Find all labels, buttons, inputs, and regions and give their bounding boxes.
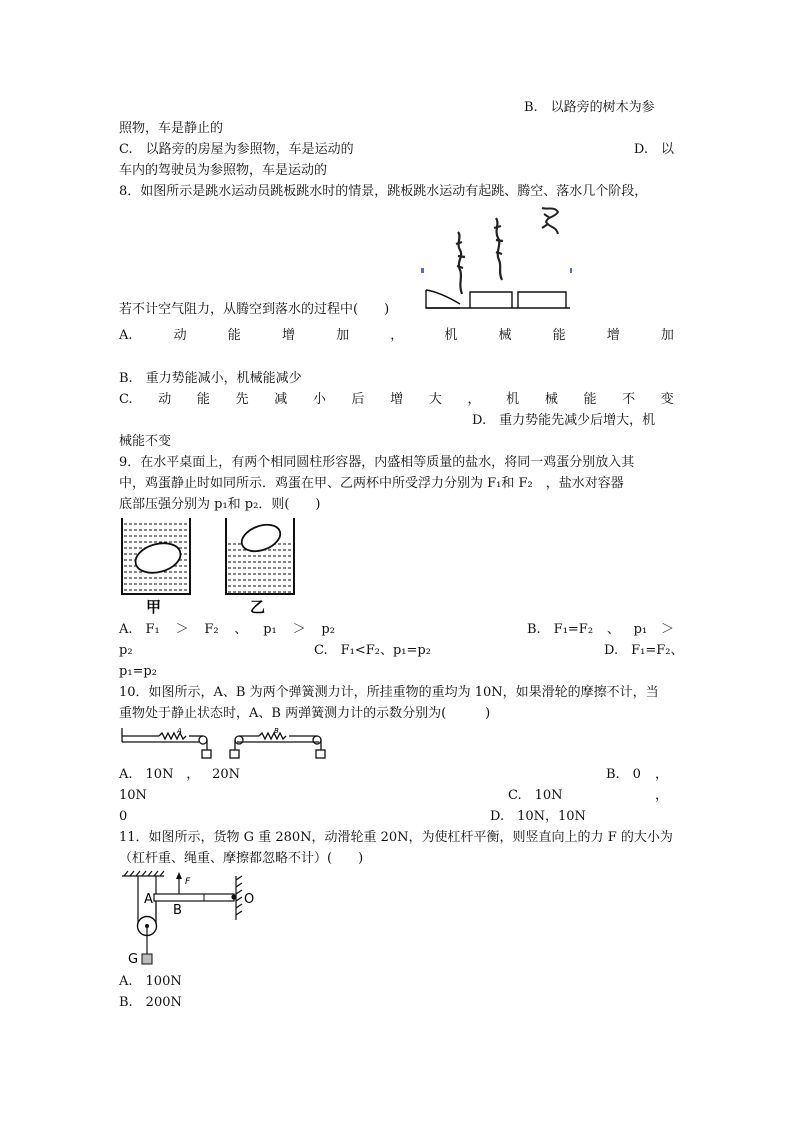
label-b: B	[274, 727, 279, 735]
setup-b	[230, 733, 325, 758]
q9-stem-line1: 9．在水平桌面上，有两个相同圆柱形容器，内盛相等质量的盐水，将同一鸡蛋分别放入其	[119, 455, 635, 470]
q11-stem-line1: 11．如图所示，货物 G 重 280N，动滑轮重 20N，为使杠杆平衡，则竖直向上的力 F 的大小为	[119, 830, 673, 845]
q8-a-char: 能	[227, 328, 241, 343]
q8-a-char: 加	[660, 328, 674, 343]
springboard	[426, 290, 570, 308]
q8-option-b: B. 重力势能减小，机械能减少	[119, 371, 302, 386]
weight-b-left	[230, 750, 239, 758]
q9-a-part: 、	[234, 622, 248, 637]
q9-a-part: A. F₁	[119, 622, 160, 637]
q8-a-char: 增	[606, 328, 620, 343]
q8-c-char: C.	[119, 392, 133, 407]
q11-stem-line2: （杠杆重、绳重、摩擦都忽略不计）( )	[119, 851, 364, 866]
q10-option-c	[508, 787, 668, 805]
force-arrowhead	[176, 872, 182, 879]
q9-option-a	[119, 621, 335, 639]
q10-stem-line1: 10．如图所示，A、B 为两个弹簧测力计，所挂重物的重均为 10N，如果滑轮的摩擦不计，当	[119, 685, 659, 700]
label-b: B	[173, 903, 182, 918]
q8-c-char: 械	[544, 392, 558, 407]
q8-c-char: 动	[158, 392, 172, 407]
q8-a-char: 动	[173, 328, 187, 343]
q9-a-part: p₁	[263, 622, 277, 637]
label-a: A	[144, 892, 153, 907]
q7-option-d-head: D. 以	[633, 142, 674, 157]
q9-stem-line3: 底部压强分别为 p₁和 p₂．则( )	[119, 497, 321, 512]
q9-containers-figure	[118, 516, 308, 616]
q9-option-b-tail: p₂	[119, 643, 133, 658]
q9-b-part: p₁	[633, 622, 648, 637]
q9-option-c: C. F₁<F₂、p₁=p₂	[314, 643, 431, 658]
q8-a-char: A.	[119, 328, 133, 343]
q10-b-part: B. 0	[606, 767, 641, 782]
q8-option-c	[119, 391, 674, 409]
q8-c-char: 机	[506, 392, 520, 407]
egg-yi	[238, 520, 284, 556]
q7-options-cd-row	[119, 141, 674, 159]
q7-option-c: C. 以路旁的房屋为参照物，车是运动的	[119, 142, 354, 157]
diver-figure-2	[494, 218, 503, 280]
diver-figure-1	[456, 232, 465, 294]
q11-lever-figure	[118, 870, 268, 970]
q9-b-part: 、	[606, 622, 620, 637]
wall	[236, 876, 242, 920]
weight-g	[142, 954, 152, 964]
q8-c-char: 减	[274, 392, 288, 407]
q9-a-part: ＞	[292, 622, 306, 637]
q7-option-b-tail: 照物，车是静止的	[119, 121, 224, 136]
figure-edge-mark-left	[421, 268, 424, 273]
q8-c-char: ，	[467, 392, 481, 407]
q9-a-part: F₂	[204, 622, 219, 637]
q8-stem: 8．如图所示是跳水运动员跳板跳水时的情景，跳板跳水运动有起跳、腾空、落水几个阶段，	[119, 184, 648, 199]
label-yi: 乙	[250, 598, 266, 616]
figure-edge-mark-right	[570, 268, 572, 273]
q8-a-char: 机	[444, 328, 458, 343]
lever-bar	[154, 894, 234, 901]
pulley-b-left	[235, 736, 243, 744]
q8-a-char: 加	[336, 328, 350, 343]
q9-stem-line2: 中，鸡蛋静止时如同所示．鸡蛋在甲、乙两杯中所受浮力分别为 F₁和 F₂ ，盐水对容器	[119, 476, 624, 491]
q7-option-d-tail: 车内的驾驶员为参照物，车是运动的	[119, 163, 328, 178]
weight-b-right	[316, 750, 325, 758]
pulley-b-right	[313, 736, 321, 744]
q8-option-a	[119, 327, 674, 345]
label-o: O	[244, 892, 255, 907]
q8-c-char: 大	[428, 392, 442, 407]
setup-a	[122, 728, 211, 758]
q9-option-d-head: D. F₁=F₂、	[604, 643, 684, 658]
q8-a-char: ，	[390, 328, 404, 343]
q9-b-part: ＞	[660, 622, 674, 637]
q10-option-d: D. 10N，10N	[490, 809, 586, 824]
q10-option-a	[119, 766, 240, 784]
q9-option-b	[527, 621, 674, 639]
q8-option-d-head: D. 重力势能先减少后增大，机	[472, 413, 656, 428]
spring-b	[259, 733, 286, 739]
label-g: G	[128, 952, 139, 967]
q10-option-b-tail: 10N	[119, 788, 147, 803]
pivot-o	[231, 894, 236, 899]
q10-a-part: 20N	[212, 767, 240, 782]
q8-a-char: 增	[281, 328, 295, 343]
q10-b-part: ，	[654, 767, 668, 782]
q8-c-char: 能	[583, 392, 597, 407]
q8-a-char: 械	[498, 328, 512, 343]
diver-figure-3	[542, 208, 558, 234]
q8-c-char: 增	[390, 392, 404, 407]
q8-stem-cont: 若不计空气阻力，从腾空到落水的过程中( )	[119, 302, 390, 317]
q11-option-b: B. 200N	[119, 995, 182, 1010]
q7-option-b-head: B. 以路旁的树木为参	[524, 100, 655, 115]
ceiling	[122, 871, 164, 876]
q11-option-a: A. 100N	[119, 974, 182, 989]
pulley-a	[199, 736, 207, 744]
label-f: F	[185, 877, 191, 887]
label-jia: 甲	[146, 598, 162, 616]
q9-a-part: p₂	[321, 622, 335, 637]
q10-option-b	[606, 766, 668, 784]
q8-c-char: 变	[660, 392, 674, 407]
q10-stem-line2: 重物处于静止状态时，A、B 两弹簧测力计的示数分别为( )	[119, 706, 491, 721]
q10-spring-scales-figure	[119, 724, 334, 764]
q8-c-char: 小	[312, 392, 326, 407]
q10-c-part: C. 10N	[508, 788, 563, 803]
q8-a-char: 能	[552, 328, 566, 343]
q8-c-char: 能	[196, 392, 210, 407]
q10-a-part: A. 10N	[119, 767, 174, 782]
q10-c-part: ，	[654, 788, 668, 803]
q9-b-part: B. F₁=F₂	[527, 622, 594, 637]
weight-a	[202, 750, 211, 758]
q8-c-char: 先	[235, 392, 249, 407]
q10-a-part: ，	[186, 767, 200, 782]
q9-a-part: ＞	[175, 622, 189, 637]
label-a: A	[177, 727, 182, 735]
q10-option-c-tail: 0	[119, 809, 128, 824]
q8-c-char: 不	[622, 392, 636, 407]
q8-c-char: 后	[351, 392, 365, 407]
q8-option-d-tail: 械能不变	[119, 434, 172, 449]
spring-a	[159, 733, 186, 739]
q9-option-d-tail: p₁=p₂	[119, 664, 157, 679]
q8-diving-figure	[420, 204, 575, 312]
